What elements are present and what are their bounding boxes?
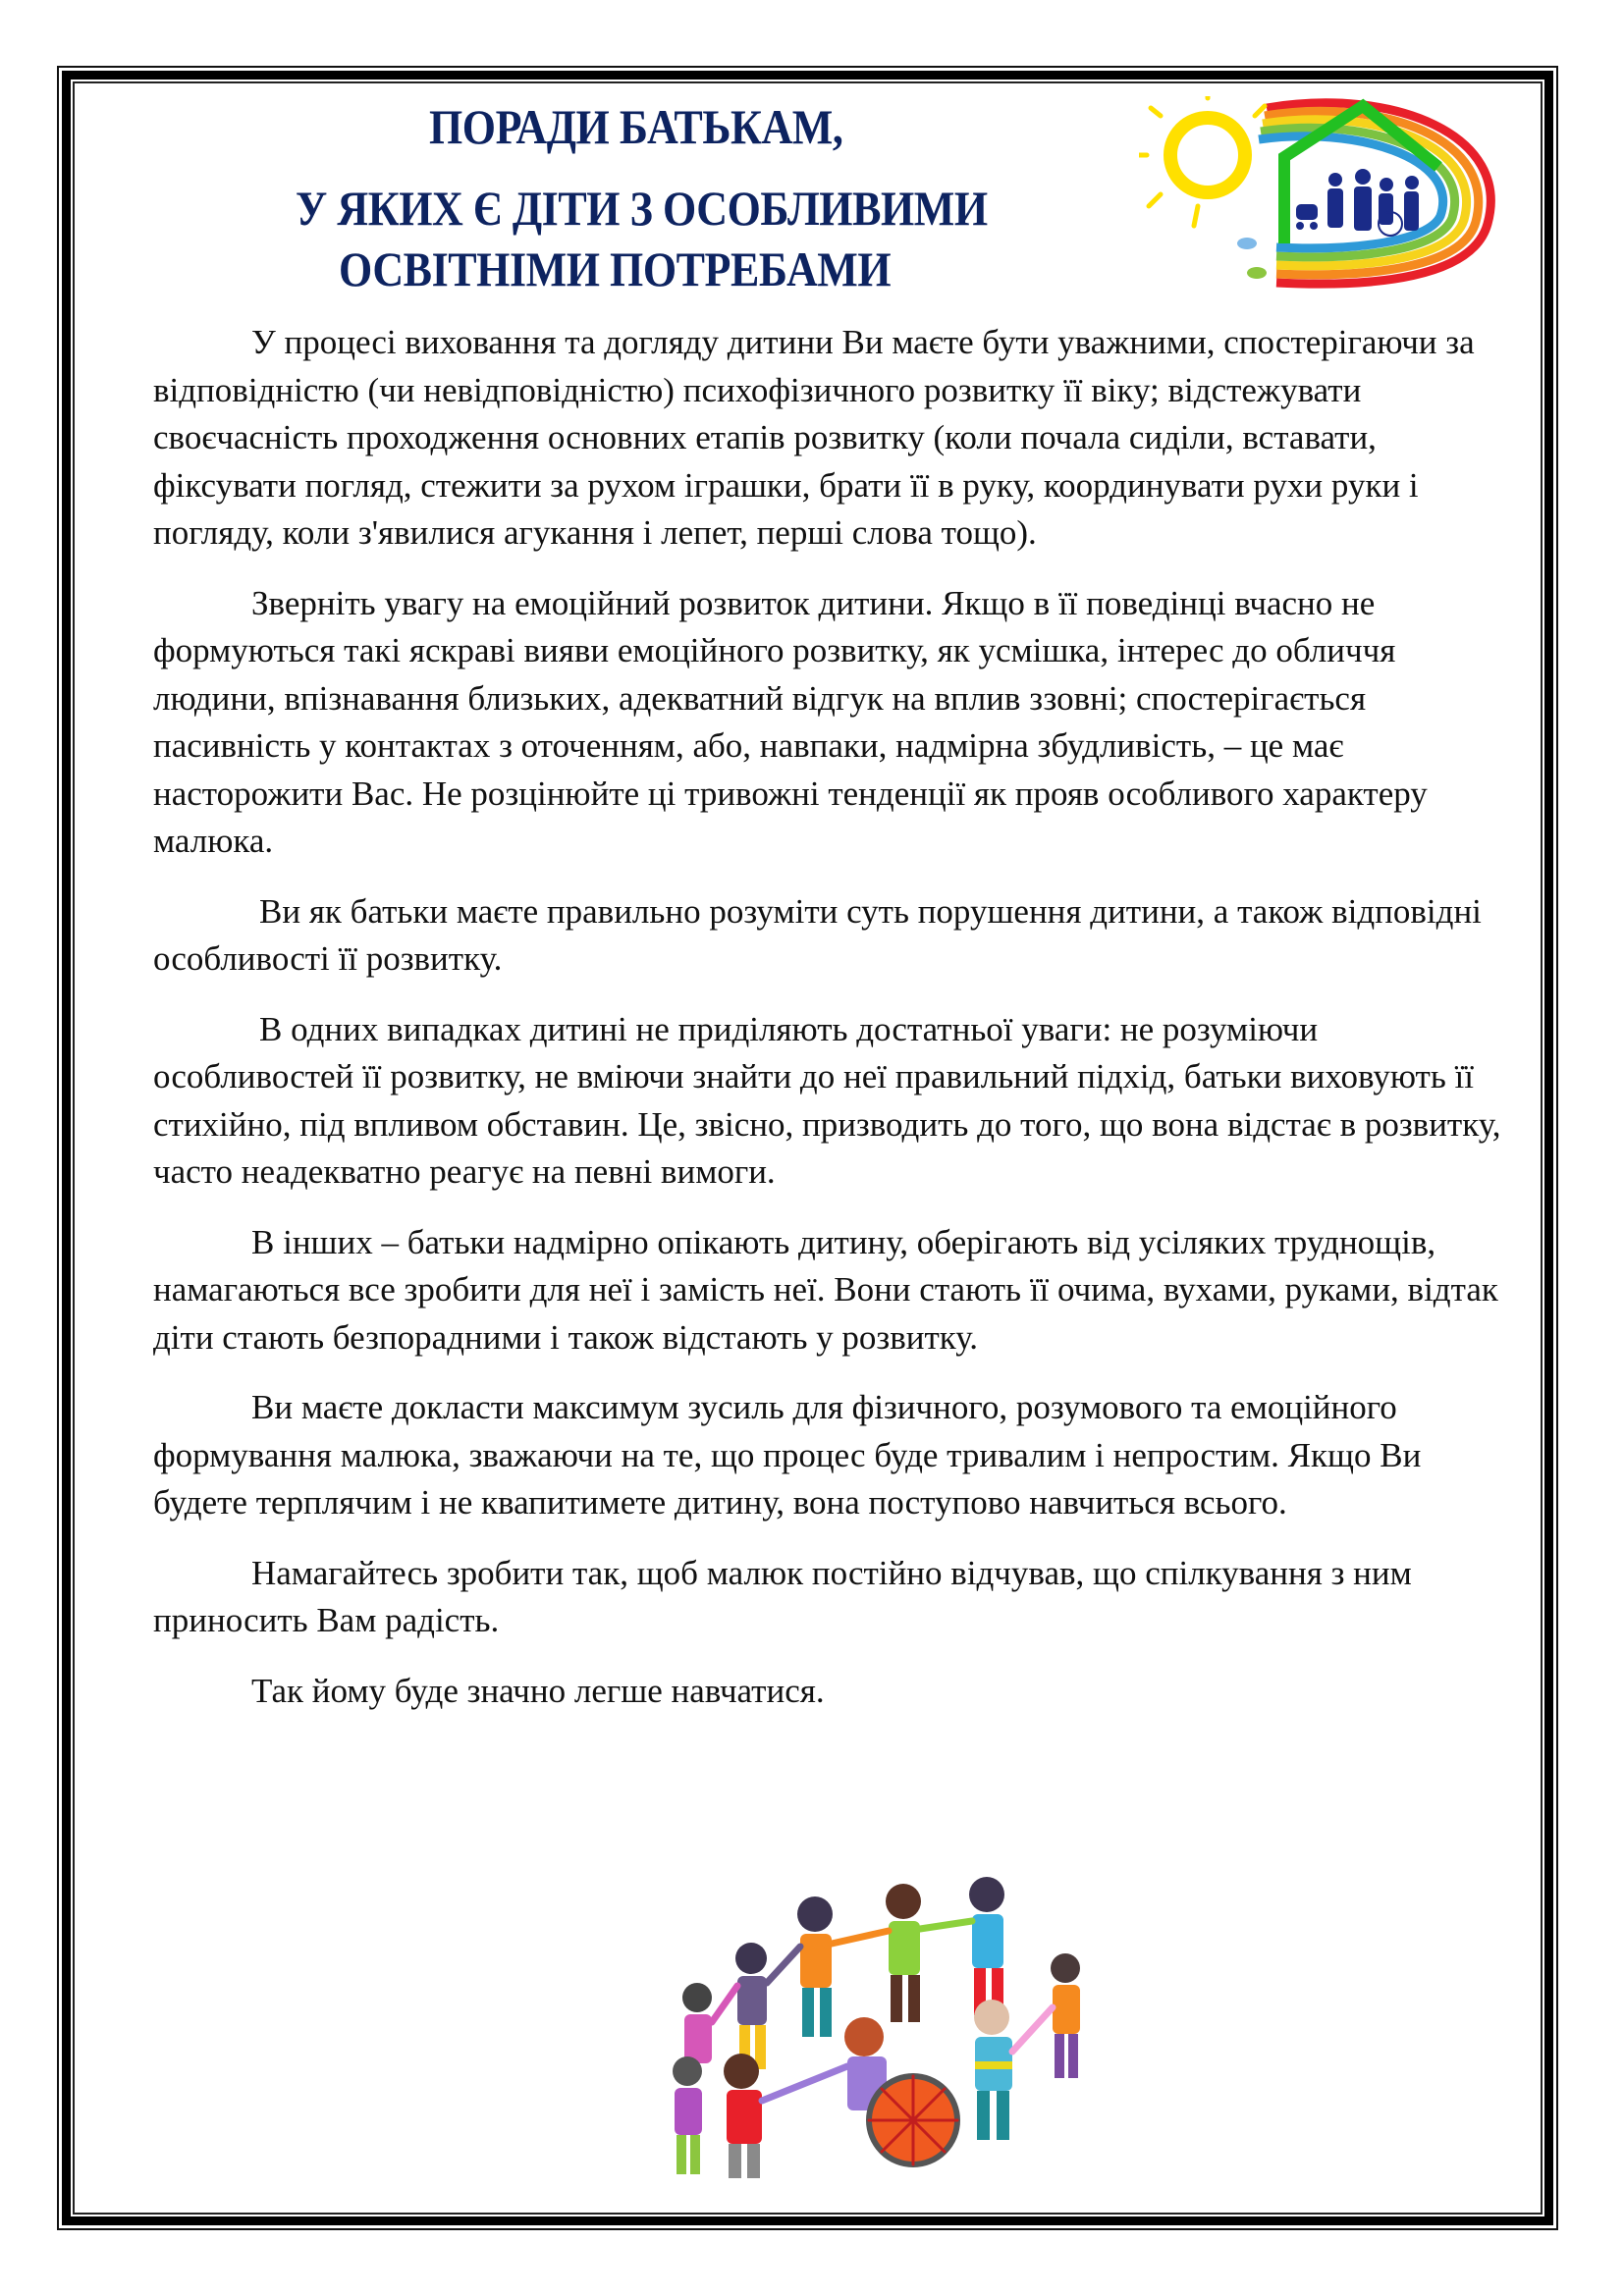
paragraph-3: Ви як батьки маєте правильно розуміти суть порушення дитини, а також відповідні особливості її розвитку. — [153, 891, 1482, 978]
paragraph-7: Намагайтесь зробити так, щоб малюк постійно відчував, що спілкування з ним приносить Вам радість. — [153, 1553, 1412, 1639]
paragraph-4: В одних випадках дитині не приділяють достатньої уваги: не розуміючи особливостей її розвитку, не вміючи знайти до неї правильний підхід, батьки виховують її стихійно, під впливом обставин. Це, звісно, призводить до того, що вона відстає в розвитку, часто неадекватно реагує на певні вимоги. — [153, 1009, 1501, 1191]
document-body — [153, 319, 1508, 1737]
paragraph-6: Ви маєте докласти максимум зусиль для фізичного, розумового та емоційного формування малюка, зважаючи на те, що процес буде тривалим і непростим. Якщо Ви будете терплячим і не квапитимете дитину, вона поступово навчиться всього. — [153, 1388, 1422, 1522]
paragraph-5: В інших – батьки надмірно опікають дитину, оберігають від усіляких труднощів, намагаються все зробити для неї і замість неї. Вони стають її очима, вухами, руками, відтак діти стають безпорадними і також відстають у розвитку. — [153, 1222, 1498, 1357]
title-line-2: У ЯКИХ Є ДІТИ З ОСОБЛИВИМИ — [296, 181, 988, 236]
paragraph-1: У процесі виховання та догляду дитини Ви маєте бути уважними, спостерігаючи за відповідністю (чи невідповідністю) психофізичного розвитку її віку; відстежувати своєчасність проходження основних етапів розвитку (коли почала сиділи, вставати, фіксувати погляд, стежити за рухом іграшки, брати її в руку, координувати рухи руки і погляду, коли з'явилися агукання і лепет, перші слова тощо). — [153, 323, 1475, 552]
children-circle-holding-hands-icon — [653, 1860, 1105, 2184]
paragraph-8: Так йому буде значно легше навчатися. — [251, 1671, 825, 1710]
title-line-3: ОСВІТНІМИ ПОТРЕБАМИ — [339, 241, 892, 296]
title-line-1: ПОРАДИ БАТЬКАМ, — [429, 99, 843, 154]
family-house-rainbow-sun-icon — [1139, 96, 1512, 293]
paragraph-2: Зверніть увагу на емоційний розвиток дитини. Якщо в її поведінці вчасно не формуються такі яскраві вияви емоційного розвитку, як усмішка, інтерес до обличчя людини, впізнавання близьких, адекватний відгук на вплив ззовні; спостерігається пасивність у контактах з оточенням, або, навпаки, надмірна збудливість, – це має насторожити Вас. Не розцінюйте ці тривожні тенденції як прояв особливого характеру малюка. — [153, 583, 1428, 860]
